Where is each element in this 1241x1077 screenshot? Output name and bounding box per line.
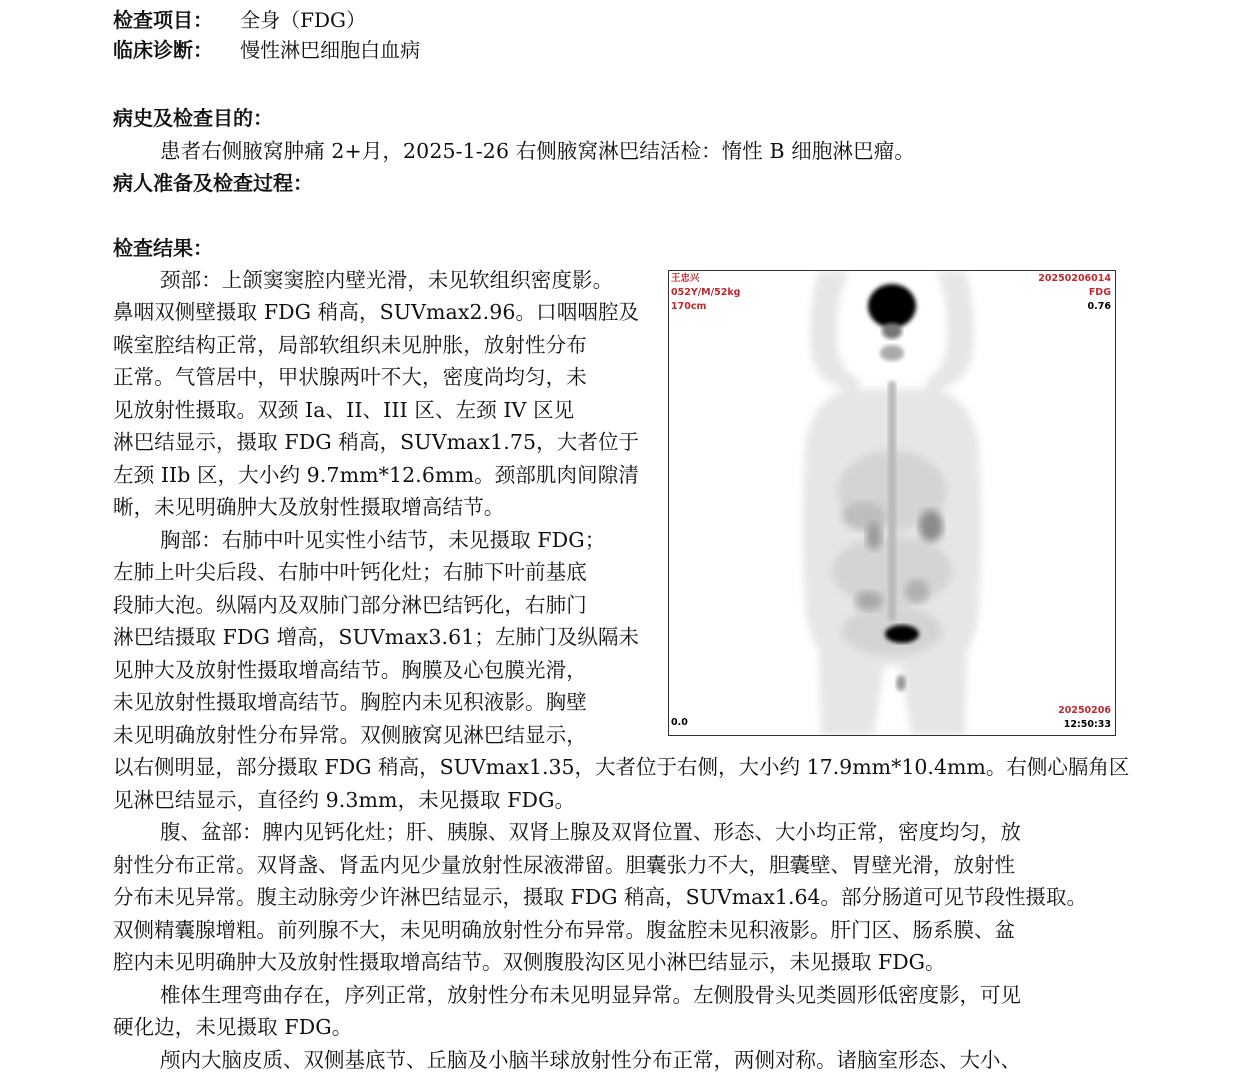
result-line: 见肿大及放射性摄取增高结节。胸膜及心包膜光滑， (113, 658, 587, 682)
result-line: 硬化边，未见摄取 FDG。 (113, 1015, 353, 1039)
diagnosis-row (113, 34, 420, 63)
result-line: 胸部：右肺中叶见实性小结节，未见摄取 FDG； (160, 528, 606, 552)
pet-date: 20250206 (1058, 705, 1111, 716)
pet-window-value: 0.76 (1087, 301, 1111, 312)
pet-tracer: FDG (1088, 287, 1111, 298)
result-line: 颅内大脑皮质、双侧基底节、丘脑及小脑半球放射性分布正常，两侧对称。诸脑室形态、大小、 (160, 1048, 1021, 1072)
pet-study-id: 20250206014 (1038, 273, 1111, 284)
result-line: 椎体生理弯曲存在，序列正常，放射性分布未见明显异常。左侧股骨头见类圆形低密度影，可见 (160, 983, 1021, 1007)
result-line: 喉室腔结构正常，局部软组织未见肿胀，放射性分布 (113, 333, 587, 357)
result-line: 腹、盆部：脾内见钙化灶；肝、胰腺、双肾上腺及双肾位置、形态、大小均正常，密度均匀，放 (160, 820, 1021, 844)
result-line: 左肺上叶尖后段、右肺中叶钙化灶；右肺下叶前基底 (113, 560, 587, 584)
result-line: 未见放射性摄取增高结节。胸腔内未见积液影。胸壁 (113, 690, 587, 714)
pet-patient-height: 170cm (671, 301, 707, 312)
results-heading: 检查结果： (113, 236, 213, 260)
result-line: 射性分布正常。双肾盏、肾盂内见少量放射性尿液滞留。胆囊张力不大，胆囊壁、胃壁光滑，放射性 (113, 853, 1015, 877)
exam-item-value: 全身（FDG） (240, 8, 366, 32)
preparation-heading: 病人准备及检查过程： (113, 171, 313, 195)
result-line: 见放射性摄取。双颈 Ia、II、III 区、左颈 IV 区见 (113, 398, 575, 422)
exam-item-row (113, 4, 366, 33)
result-line: 分布未见异常。腹主动脉旁少许淋巴结显示，摄取 FDG 稍高，SUVmax1.64。部分肠道可见节段性摄取。 (113, 885, 1088, 909)
result-line: 鼻咽双侧壁摄取 FDG 稍高，SUVmax2.96。口咽咽腔及 (113, 300, 640, 324)
result-line: 晰，未见明确肿大及放射性摄取增高结节。 (113, 495, 505, 519)
history-text: 患者右侧腋窝肿痛 2+月，2025-1-26 右侧腋窝淋巴结活检：惰性 B 细胞淋巴瘤。 (160, 139, 915, 163)
pet-body-figure (669, 271, 1115, 735)
result-line: 未见明确放射性分布异常。双侧腋窝见淋巴结显示， (113, 723, 587, 747)
pet-time: 12:50:33 (1063, 719, 1111, 730)
diagnosis-value: 慢性淋巴细胞白血病 (240, 38, 421, 62)
result-line: 淋巴结摄取 FDG 增高，SUVmax3.61；左肺门及纵隔未 (113, 625, 640, 649)
pet-patient-info: 052Y/M/52kg (671, 287, 741, 298)
pet-mip-image (668, 270, 1116, 736)
pet-patient-name: 王忠兴 (671, 273, 700, 284)
result-line: 以右侧明显，部分摄取 FDG 稍高，SUVmax1.35，大者位于右侧，大小约 17.9mm*10.4mm。右侧心膈角区 (113, 755, 1130, 779)
result-line: 淋巴结显示，摄取 FDG 稍高，SUVmax1.75，大者位于 (113, 430, 640, 454)
result-line: 见淋巴结显示，直径约 9.3mm，未见摄取 FDG。 (113, 788, 576, 812)
result-line: 左颈 IIb 区，大小约 9.7mm*12.6mm。颈部肌肉间隙清 (113, 463, 639, 487)
result-line: 腔内未见明确肿大及放射性摄取增高结节。双侧腹股沟区见小淋巴结显示，未见摄取 FDG。 (113, 950, 946, 974)
result-line: 段肺大泡。纵隔内及双肺门部分淋巴结钙化，右肺门 (113, 593, 587, 617)
history-heading: 病史及检查目的： (113, 106, 273, 130)
result-line: 双侧精囊腺增粗。前列腺不大，未见明确放射性分布异常。腹盆腔未见积液影。肝门区、肠系膜、盆 (113, 918, 1015, 942)
result-line: 正常。气管居中，甲状腺两叶不大，密度尚均匀，未 (113, 365, 587, 389)
exam-item-label: 检查项目： (113, 8, 213, 32)
diagnosis-label: 临床诊断： (113, 38, 213, 62)
pet-min-value: 0.0 (671, 717, 688, 728)
result-line: 颈部：上颌窦窦腔内壁光滑，未见软组织密度影。 (160, 268, 614, 292)
